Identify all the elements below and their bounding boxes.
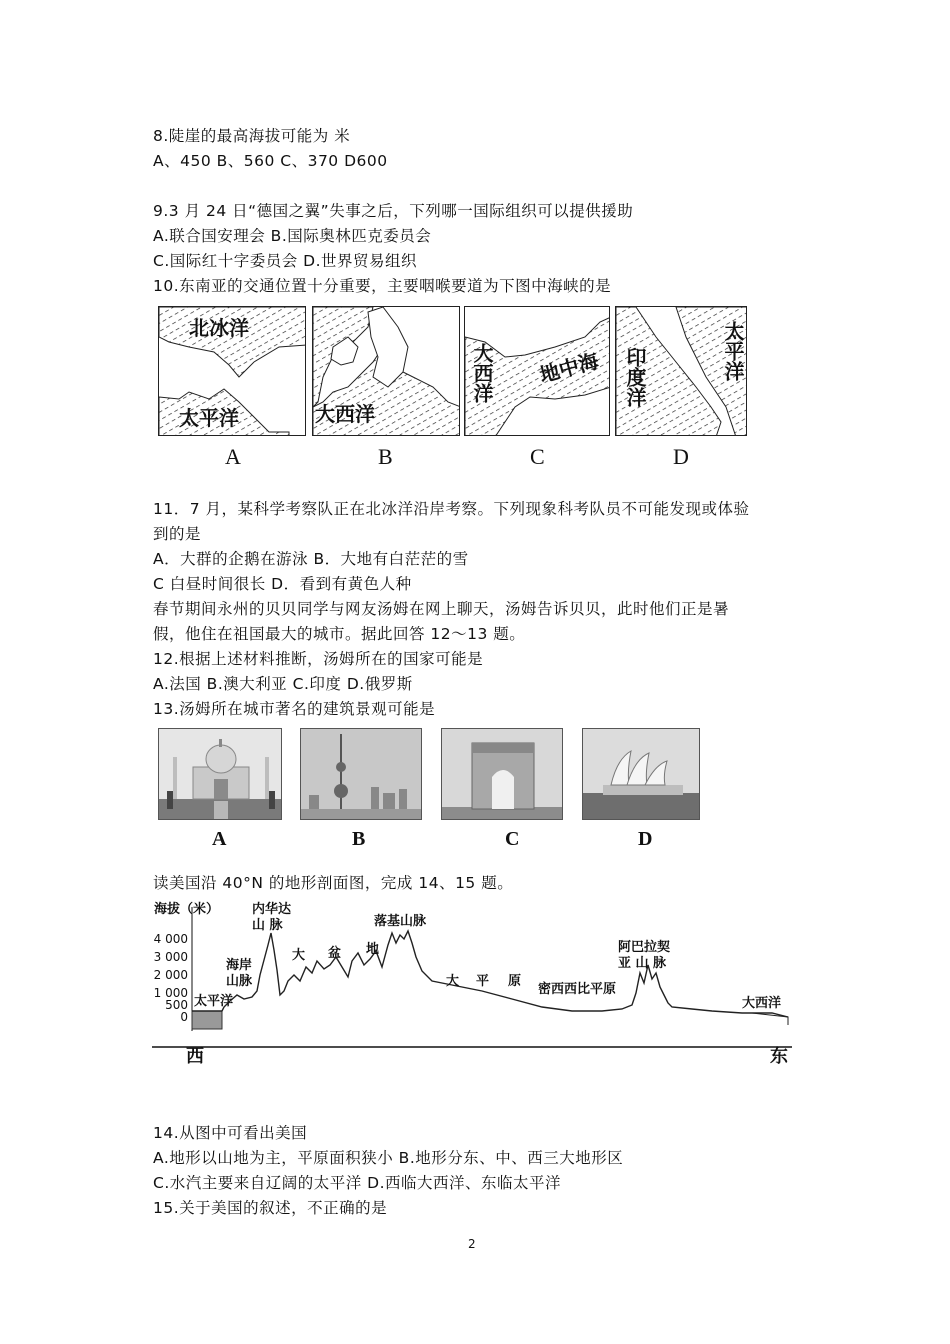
label-nevada-1: 内华达 bbox=[252, 902, 292, 917]
strait-map-b bbox=[312, 306, 460, 436]
photo-arc-de-triomphe bbox=[441, 728, 563, 820]
strait-map-a bbox=[158, 306, 306, 436]
label-atlantic: 大西洋 bbox=[742, 996, 782, 1011]
map-a-caption: A bbox=[225, 444, 241, 469]
label-nevada-2: 山 脉 bbox=[252, 918, 283, 933]
material-line2: 假，他住在祖国最大的城市。据此回答 12～13 题。 bbox=[153, 625, 526, 643]
ytick-1000: 1 000 bbox=[153, 986, 188, 1000]
q9-options-row2: C.国际红十字委员会 D.世界贸易组织 bbox=[153, 252, 418, 270]
q12-stem: 12.根据上述材料推断，汤姆所在的国家可能是 bbox=[153, 650, 484, 668]
q11-options-row2: C 白昼时间很长 D．看到有黄色人种 bbox=[153, 575, 412, 593]
photo-sydney-opera bbox=[582, 728, 700, 820]
label-basin-di: 地 bbox=[366, 942, 380, 957]
photo-b-caption: B bbox=[352, 828, 366, 850]
terrain-profile-diagram bbox=[152, 895, 792, 1075]
label-rocky: 落基山脉 bbox=[374, 914, 427, 929]
photo-taj-mahal bbox=[158, 728, 282, 820]
label-plain-da: 大 bbox=[446, 974, 460, 989]
ytick-500: 500 bbox=[165, 998, 188, 1012]
q11-stem-line2: 到的是 bbox=[153, 525, 202, 543]
label-basin-da: 大 bbox=[292, 948, 306, 963]
map-d-label-1: 印度洋 bbox=[623, 347, 647, 407]
map-b-caption: B bbox=[378, 444, 393, 469]
q11-options-row1: A．大群的企鹅在游泳 B．大地有白茫茫的雪 bbox=[153, 550, 469, 568]
q14-options-row1: A.地形以山地为主，平原面积狭小 B.地形分东、中、西三大地形区 bbox=[153, 1149, 624, 1167]
ytick-2000: 2 000 bbox=[153, 968, 188, 982]
label-appalachian-2: 亚 山 脉 bbox=[618, 956, 667, 971]
q13-stem: 13.汤姆所在城市著名的建筑景观可能是 bbox=[153, 700, 436, 718]
label-plain-ping: 平 bbox=[476, 974, 490, 989]
label-pacific: 太平洋 bbox=[194, 994, 234, 1009]
label-basin-pen: 盆 bbox=[328, 946, 342, 961]
ytick-0: 0 bbox=[180, 1010, 188, 1024]
map-d-caption: D bbox=[673, 444, 689, 469]
q8-stem: 8.陡崖的最高海拔可能为 米 bbox=[153, 127, 351, 145]
label-coast-2: 山脉 bbox=[226, 974, 253, 989]
map-d-label-2: 太平洋 bbox=[721, 321, 745, 381]
profile-ylabel: 海拔（米） bbox=[154, 902, 220, 917]
map-a-label-2: 太平洋 bbox=[179, 406, 239, 430]
q14-stem: 14.从图中可看出美国 bbox=[153, 1124, 308, 1142]
q14-options-row2: C.水汽主要来自辽阔的太平洋 D.西临大西洋、东临太平洋 bbox=[153, 1174, 562, 1192]
q11-stem-line1: 11．7 月，某科学考察队正在北冰洋沿岸考察。下列现象科考队员不可能发现或体验 bbox=[153, 500, 750, 518]
q9-options-row1: A.联合国安理会 B.国际奥林匹克委员会 bbox=[153, 227, 432, 245]
material-line1: 春节期间永州的贝贝同学与网友汤姆在网上聊天，汤姆告诉贝贝，此时他们正是暑 bbox=[153, 600, 730, 618]
strait-map-c bbox=[464, 306, 610, 436]
page-number: 2 bbox=[468, 1237, 476, 1251]
label-coast-1: 海岸 bbox=[226, 958, 253, 973]
ytick-4000: 4 000 bbox=[153, 932, 188, 946]
label-west: 西 bbox=[186, 1046, 204, 1067]
photo-a-caption: A bbox=[212, 828, 227, 850]
photo-d-caption: D bbox=[638, 828, 653, 850]
label-appalachian-1: 阿巴拉契 bbox=[618, 940, 671, 955]
label-plain-yuan: 原 bbox=[508, 974, 522, 989]
q15-stem: 15.关于美国的叙述，不正确的是 bbox=[153, 1199, 388, 1217]
ytick-3000: 3 000 bbox=[153, 950, 188, 964]
q10-stem: 10.东南亚的交通位置十分重要，主要咽喉要道为下图中海峡的是 bbox=[153, 277, 612, 295]
q12-options: A.法国 B.澳大利亚 C.印度 D.俄罗斯 bbox=[153, 675, 413, 693]
label-east: 东 bbox=[770, 1046, 788, 1067]
profile-intro: 读美国沿 40°N 的地形剖面图，完成 14、15 题。 bbox=[153, 874, 514, 892]
label-mississippi: 密西西比平原 bbox=[538, 982, 617, 997]
map-c-label-2: 地中海 bbox=[536, 348, 602, 388]
map-c-caption: C bbox=[530, 444, 545, 469]
photo-oriental-pearl bbox=[300, 728, 422, 820]
strait-map-d bbox=[615, 306, 747, 436]
q8-options: A、450 B、560 C、370 D600 bbox=[153, 152, 388, 170]
q9-stem: 9.3 月 24 日“德国之翼”失事之后，下列哪一国际组织可以提供援助 bbox=[153, 202, 634, 220]
photo-c-caption: C bbox=[505, 828, 520, 850]
map-c-label-1: 大西洋 bbox=[470, 343, 494, 403]
map-b-label-1: 大西洋 bbox=[315, 402, 375, 426]
map-a-label-1: 北冰洋 bbox=[189, 316, 249, 340]
